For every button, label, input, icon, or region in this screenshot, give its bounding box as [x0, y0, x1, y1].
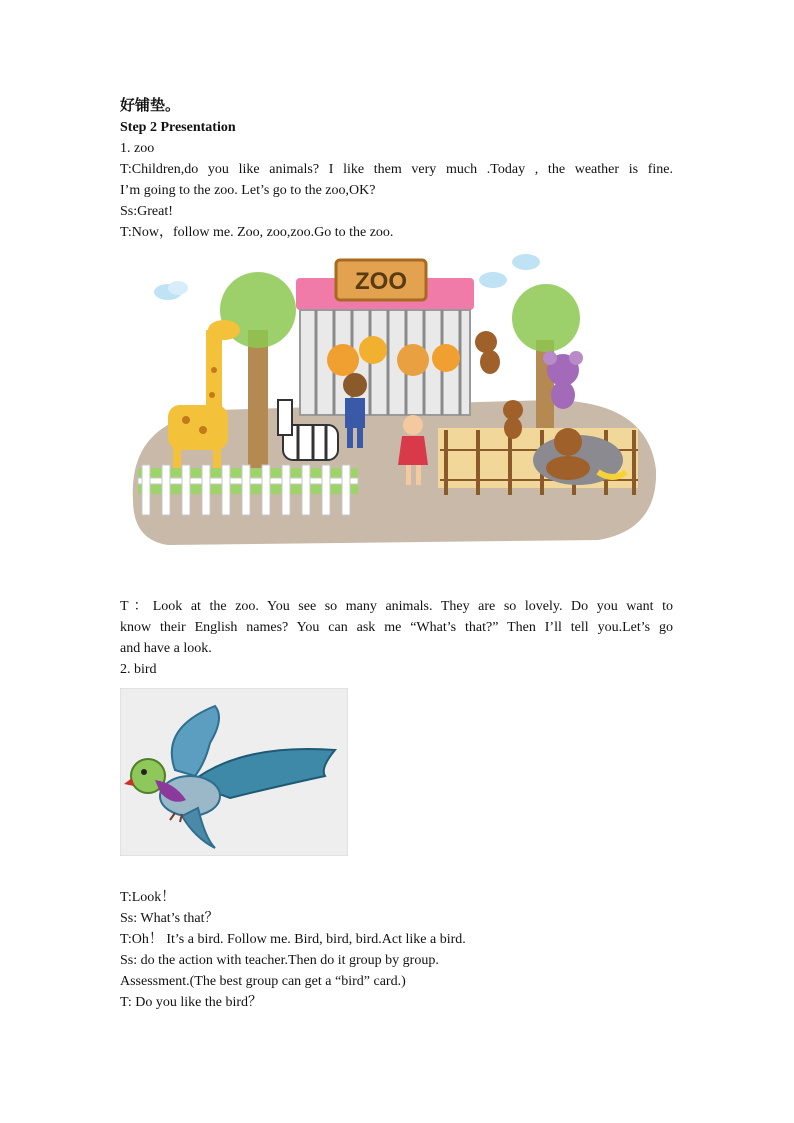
tree-trunk — [248, 330, 268, 475]
dialog-line: Ss: do the action with teacher.Then do it group by group. — [120, 953, 439, 968]
zoo-scene-illustration — [128, 250, 658, 560]
dialog-line: Ss:Great! — [120, 204, 173, 219]
dialog-line: and have a look. — [120, 641, 212, 656]
dialog-line: T:Oh！ It’s a bird. Follow me. Bird, bird, bird.Act like a bird. — [120, 932, 466, 947]
dialog-line: T:Children,do you like animals? I like them very much .Today , the weather is fine. — [120, 162, 673, 177]
dialog-line: T：Look at the zoo. You see so many animals. They are so lovely. Do you want to — [120, 599, 673, 614]
dialog-line: T: Do you like the bird？ — [120, 995, 263, 1010]
dialog-line: T:Look！ — [120, 890, 176, 905]
dialog-line: know their English names? You can ask me “What’s that?” Then I’ll tell you.Let’s go — [120, 620, 673, 635]
item-bird-heading: 2. bird — [120, 662, 157, 677]
dialog-line: T:Now，follow me. Zoo, zoo,zoo.Go to the zoo. — [120, 225, 394, 240]
intro-fragment: 好铺垫。 — [120, 96, 181, 114]
monkey-icon — [475, 331, 500, 374]
dialog-line: I’m going to the zoo. Let’s go to the zoo,OK? — [120, 183, 376, 198]
flying-bird-illustration — [120, 688, 348, 856]
assessment-line: Assessment.(The best group can get a “bird” card.) — [120, 974, 406, 989]
section-heading: Step 2 Presentation — [120, 120, 236, 135]
zoo-sign-text: ZOO — [355, 268, 407, 295]
cloud-icon — [154, 281, 188, 300]
item-zoo-heading: 1. zoo — [120, 141, 155, 156]
dialog-line: Ss: What’s that？ — [120, 911, 219, 926]
cloud-icon — [479, 254, 540, 288]
